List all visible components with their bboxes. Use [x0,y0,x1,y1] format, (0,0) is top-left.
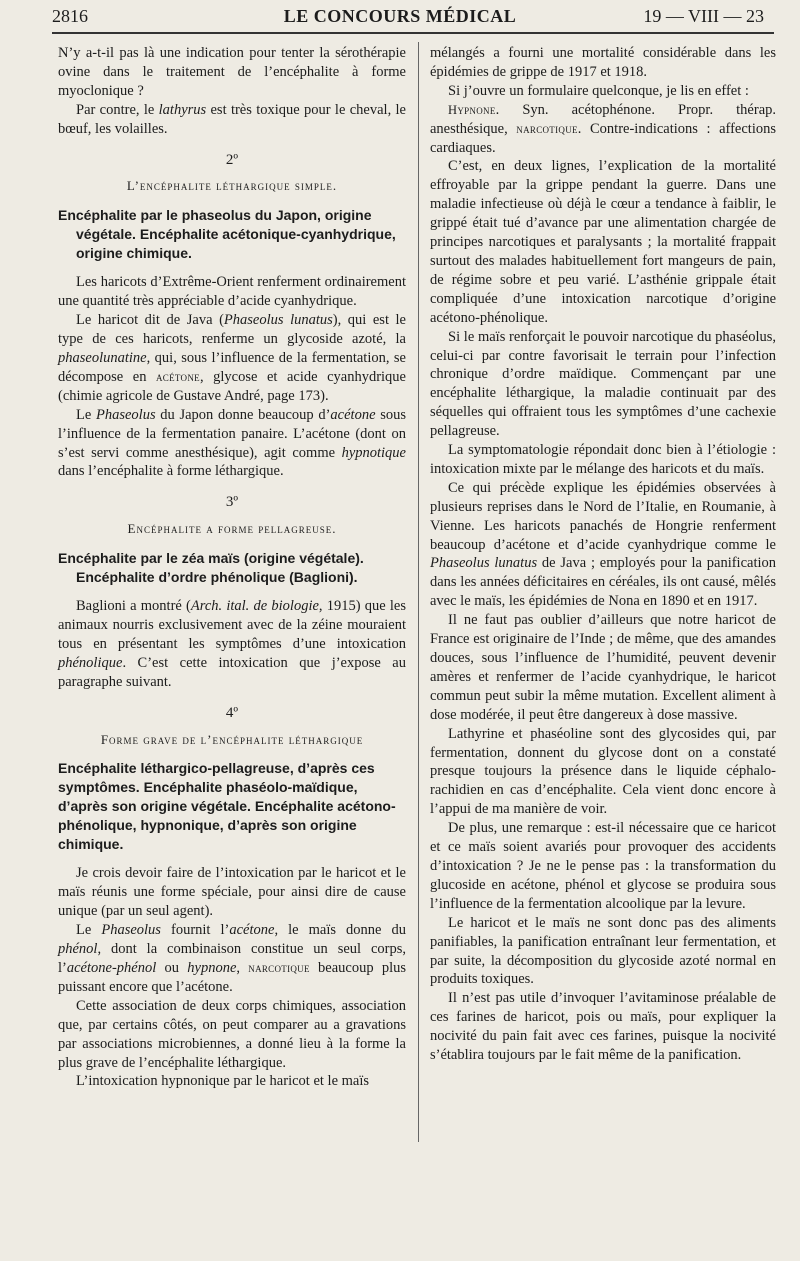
right-column [430,44,776,1065]
paragraph: Hypnone. Syn. acétophénone. Propr. thérap. anesthésique, narcotique. Contre-indications : affections cardiaques. [430,101,776,156]
paragraph: N’y a-t-il pas là une indication pour tenter la sérothérapie ovine dans le traitement de l’encéphalite à forme myoclonique ? [58,45,406,99]
journal-title: LE CONCOURS MÉDICAL [283,6,517,26]
header-rule [52,32,774,34]
column-divider [418,42,419,1142]
paragraph: Il ne faut pas oublier d’ailleurs que notre haricot de France est originaire de l’Inde ; de même, que des amandes douces, sous l’influence de l’humidité, peuvent devenir amères et renfermer de l’acide cyanhydrique, le haricot commun peut subir la même mutation. Excellent aliment à dose modérée, il peut être dangereux à dose massive. [430,612,776,723]
paragraph: Le Phaseolus du Japon donne beaucoup d’acétone sous l’influence de la fermentation panaire. L’acétone (dont on s’est servi comme anesthésique), agit comme hypnotique dans l’encéphalite à forme léthargique. [58,406,406,480]
section-subheading: Encéphalite par le zéa maïs (origine végétale). Encéphalite d’ordre phénolique (Baglioni). [58,550,364,586]
paragraph: L’intoxication hypnonique par le haricot et le maïs [76,1073,370,1090]
paragraph: Ce qui précède explique les épidémies observées à plusieurs reprises dans le Nord de l’Italie, en Roumanie, à Vienne. Les haricots panachés de Hongrie renferment beaucoup d’acétone et d’acide cyanhydrique comme le Phaseolus lunatus de Java ; employés pour la panification dans les années déficitaires en céréales, ils ont causé, mêlés avec le maïs, les épidémies de Nona en 1890 et en 1917. [430,479,777,610]
page-header [0,0,800,34]
section-number: 4º [225,704,239,721]
paragraph: Le haricot et le maïs ne sont donc pas des aliments panifiables, la panification entraînant leur fermentation, et par suite, la décomposition du glycoside azoté normal en produits toxiques. [430,914,776,988]
section-title: L’encéphalite léthargique simple. [126,178,338,194]
paragraph: Si j’ouvre un formulaire quelconque, je lis en effet : [448,82,749,99]
paragraph: Lathyrine et phaséoline sont des glycosides qui, par fermentation, donnent du glycose dont on a constaté presque toujours la présence dans le liquide céphalo-rachidien en cas d’encéphalite. Cela vient donc encore à l’appui de ma manière de voir. [430,725,776,818]
paragraph: Les haricots d’Extrême-Orient renferment ordinairement une quantité très appréciable d’acide cyanhydrique. [58,274,406,310]
paragraph: De plus, une remarque : est-il nécessaire que ce haricot et ce maïs soient avariés pour provoquer des accidents d’intoxication ? Je ne le pense pas : la transformation du glucoside en acétone, phénol et glycose se produira sous l’influence de la fermentation alcoolique par la levure. [430,820,776,912]
paragraph: Il n’est pas utile d’invoquer l’avitaminose préalable de ces farines de haricot, pois ou maïs, pour expliquer la nocivité du pain fait avec ces farines, puisque la nocivité s’établira toujours par le fait même de la panification. [430,990,776,1064]
paragraph: Si le maïs renforçait le pouvoir narcotique du phaséolus, celui-ci par contre favorisait le terrain pour l’infection chronique d’ordre maïdique. Commençant par une encéphalite léthargique, la maladie continuait par des séquelles qui offraient tous les symptômes d’une cachexie pellagreuse. [430,328,776,440]
paragraph: Baglioni a montré (Arch. ital. de biologie, 1915) que les animaux nourris exclusivement avec de la zéine mouraient tous en présentant les symptômes d’une intoxication phénolique. C’est cette intoxication que j’expose au paragraphe suivant. [58,598,406,690]
section-number: 2º [225,151,239,168]
section-subheading: Encéphalite léthargico-pellagreuse, d’après ces symptômes. Encéphalite phaséolo-maïdique, d’après son origine végétale. Encéphalite acétono-phénolique, hypnonique, d’après son origine chimique. [58,760,396,853]
paragraph: Je crois devoir faire de l’intoxication par le haricot et le maïs réunis une forme spéciale, pour ainsi dire de cause unique (par un seul agent). [58,865,406,920]
section-title: Forme grave de l’encéphalite léthargique [100,731,364,747]
issue-date: 19 — VIII — 23 [643,6,764,26]
section-number: 3º [225,494,239,511]
section-subheading: Encéphalite par le phaseolus du Japon, origine végétale. Encéphalite acétonique-cyanhydrique, origine chimique. [58,207,396,262]
paragraph: La symptomatologie répondait donc bien à l’étiologie : intoxication mixte par le mélange des haricots et du maïs. [430,442,776,477]
left-column [58,44,406,1091]
section-title: Encéphalite a forme pellagreuse. [127,521,337,537]
paragraph: Le haricot dit de Java (Phaseolus lunatus), qui est le type de ces haricots, renferme un glycoside azoté, la phaseolunatine, qui, sous l’influence de la fermentation, se décompose en acétone, glycose et acide cyanhydrique (chimie agricole de Gustave André, page 173). [58,312,406,404]
paragraph: C’est, en deux lignes, l’explication de la mortalité effroyable par la grippe pendant la guerre. Dans une maladie infectieuse où déjà le cœur a tendance à faiblir, le grippé était tué d’avance par une alimentation chargée de principes narcotiques et paralysants ; la mortalité frappait surtout des malades habituellement fort mangeurs de pain, de régime sobre et peu varié. L’asthénie grippale était compliquée d’une intoxication narcotique d’origine acétono-phénolique. [430,158,776,326]
paragraph: Par contre, le lathyrus est très toxique pour le cheval, le bœuf, les volailles. [58,101,406,137]
paragraph: Le Phaseolus fournit l’acétone, le maïs donne du phénol, dont la combinaison constitue un seul corps, l’acétone-phénol ou hypnone, narcotique beaucoup plus puissant encore que l’acétone. [58,922,407,995]
paragraph: Cette association de deux corps chimiques, association que, par certains côtés, on peut comparer au a gravations par associations microbiennes, a donné lieu à la forme la plus grave de l’encéphalite léthargique. [58,997,406,1071]
paragraph: mélangés a fourni une mortalité considérable dans les épidémies de grippe de 1917 et 1918. [430,45,776,80]
page-number: 2816 [52,6,88,26]
